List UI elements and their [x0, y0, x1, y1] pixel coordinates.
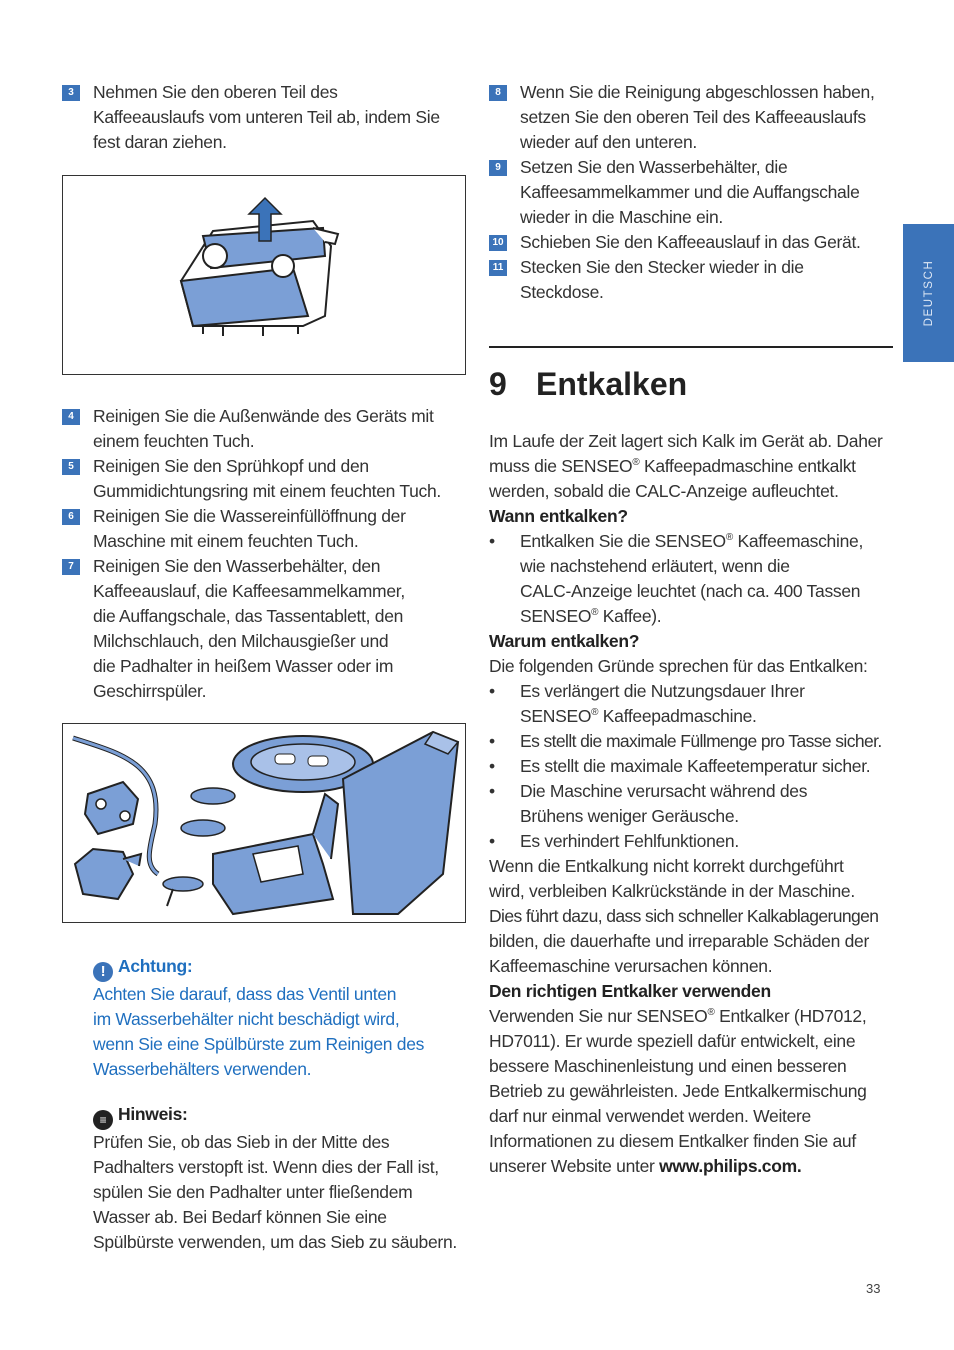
caution-text-line: Achten Sie darauf, dass das Ventil unten [93, 984, 397, 1004]
note-text-line: Wasser ab. Bei Bedarf können Sie eine [93, 1207, 387, 1227]
step-number: 7 [62, 559, 80, 575]
step-number: 9 [489, 160, 507, 176]
exclamation-icon: ! [93, 962, 113, 982]
step-text-line: Setzen Sie den Wasserbehälter, die [520, 157, 788, 177]
section-number: 9 [489, 366, 507, 402]
step-text-line: Wenn Sie die Reinigung abgeschlossen haben, [520, 82, 875, 102]
step-number: 11 [489, 260, 507, 276]
step-text-line: Stecken Sie den Stecker wieder in die [520, 257, 804, 277]
descaler-line: bessere Maschinenleistung und einen besseren [489, 1056, 847, 1076]
step-text-line: setzen Sie den oberen Teil des Kaffeeauslaufs [520, 107, 866, 127]
language-tab [903, 224, 954, 362]
step-text-line: einem feuchten Tuch. [93, 431, 255, 451]
when-heading: Wann entkalken? [489, 506, 628, 526]
bullet-dot: • [489, 531, 495, 551]
intro-line: werden, sobald die CALC-Anzeige aufleuchtet. [489, 481, 839, 501]
note-title: Hinweis: [118, 1104, 188, 1124]
step-text-line: Reinigen Sie die Außenwände des Geräts mit [93, 406, 434, 426]
step-text-line: wieder in die Maschine ein. [520, 207, 723, 227]
step-text-line: Nehmen Sie den oberen Teil des [93, 82, 338, 102]
why-bullets: • Es verlängert die Nutzungsdauer Ihrer SENSEO® Kaffeepadmaschine. • Es stellt die maximale Füllmenge pro Tasse sicher. • Es stellt die maximale Kaffeetemperatur sicher. • Die Maschine verursacht während des Brühens weniger Geräusche. • Es verhindert Fehlfunktionen. [489, 681, 882, 851]
step-number: 3 [62, 85, 80, 101]
step-text-line: Steckdose. [520, 282, 604, 302]
step-text-line: die Auffangschale, das Tassentablett, den [93, 606, 404, 626]
section-divider [489, 346, 893, 348]
caution-text-line: wenn Sie eine Spülbürste zum Reinigen des [93, 1034, 425, 1054]
caution-heading [93, 954, 466, 982]
descaler-line: HD7011). Er wurde speziell dafür entwickelt, eine [489, 1031, 856, 1051]
step-text-line: fest daran ziehen. [93, 132, 227, 152]
note-icon: ≡ [93, 1110, 113, 1130]
caution-box [93, 954, 466, 1082]
descaler-line: unserer Website unter www.philips.com. [489, 1156, 802, 1176]
note-text-line: Spülbürste verwenden, um das Sieb zu säubern. [93, 1232, 457, 1252]
washable-parts-illustration [62, 723, 466, 923]
step-number: 6 [62, 509, 80, 525]
step-text-line: Milchschlauch, den Milchausgießer und [93, 631, 389, 651]
step-text-line: wieder auf den unteren. [520, 132, 697, 152]
descaler-heading: Den richtigen Entkalker verwenden [489, 981, 771, 1001]
why-heading: Warum entkalken? [489, 631, 640, 651]
step-text-line: Reinigen Sie den Sprühkopf und den [93, 456, 369, 476]
descaler-line: Informationen zu diesem Entkalker finden Sie auf [489, 1131, 856, 1151]
note-heading [93, 1102, 473, 1130]
step-text-line: Geschirrspüler. [93, 681, 207, 701]
descaler-line: Verwenden Sie nur SENSEO® Entkalker (HD7012, [489, 1006, 867, 1026]
consequence-line: Dies führt dazu, dass sich schneller Kalkablagerungen [489, 906, 879, 926]
why-intro: Die folgenden Gründe sprechen für das Entkalken: [489, 656, 868, 676]
step-number: 10 [489, 235, 507, 251]
coffee-spout-illustration [62, 175, 466, 375]
when-bullet: • Entkalken Sie die SENSEO® Kaffeemaschine, wie nachstehend erläutert, wenn die CALC-Anzeige leuchtet (nach ca. 400 Tassen SENSEO® Kaffee). [489, 531, 864, 626]
section-title: Entkalken [536, 366, 688, 402]
note-box [93, 1102, 473, 1255]
website-link[interactable]: www.philips.com. [659, 1156, 802, 1176]
note-text-line: Padhalters verstopft ist. Wenn dies der Fall ist, [93, 1157, 439, 1177]
step-text-line: Schieben Sie den Kaffeeauslauf in das Gerät. [520, 232, 861, 252]
descaling-body [489, 429, 899, 1179]
consequence-line: wird, verbleiben Kalkrückstände in der Maschine. [489, 881, 855, 901]
note-text-line: Prüfen Sie, ob das Sieb in der Mitte des [93, 1132, 390, 1152]
step-text-line: Reinigen Sie den Wasserbehälter, den [93, 556, 381, 576]
note-text-line: spülen Sie den Padhalter unter fließendem [93, 1182, 413, 1202]
consequence-line: bilden, die dauerhafte und irreparable Schäden der [489, 931, 870, 951]
step-number: 5 [62, 459, 80, 475]
consequence-line: Kaffeemaschine verursachen können. [489, 956, 773, 976]
page-number: 33 [866, 1281, 881, 1296]
caution-title: Achtung: [118, 956, 193, 976]
consequence-line: Wenn die Entkalkung nicht korrekt durchgeführt [489, 856, 844, 876]
descaler-line: Betrieb zu gewährleisten. Jede Entkalkermischung [489, 1081, 867, 1101]
intro-line: Im Laufe der Zeit lagert sich Kalk im Gerät ab. Daher [489, 431, 883, 451]
step-number: 8 [489, 85, 507, 101]
step-text-line: Kaffeeauslaufs vom unteren Teil ab, indem Sie [93, 107, 440, 127]
language-tab-label: DEUTSCH [922, 259, 935, 327]
caution-text-line: Wasserbehälters verwenden. [93, 1059, 312, 1079]
step-text-line: Maschine mit einem feuchten Tuch. [93, 531, 359, 551]
step-text-line: die Padhalter in heißem Wasser oder im [93, 656, 394, 676]
step-number: 4 [62, 409, 80, 425]
descaler-line: darf nur einmal verwendet werden. Weitere [489, 1106, 811, 1126]
caution-text-line: im Wasserbehälter nicht beschädigt wird, [93, 1009, 400, 1029]
step-text-line: Gummidichtungsring mit einem feuchten Tuch. [93, 481, 441, 501]
step-text-line: Kaffeeauslauf, die Kaffeesammelkammer, [93, 581, 405, 601]
step-text-line: Kaffeesammelkammer und die Auffangschale [520, 182, 860, 202]
intro-line: muss die SENSEO® Kaffeepadmaschine entkalkt [489, 456, 856, 476]
step-text-line: Reinigen Sie die Wassereinfüllöffnung der [93, 506, 406, 526]
